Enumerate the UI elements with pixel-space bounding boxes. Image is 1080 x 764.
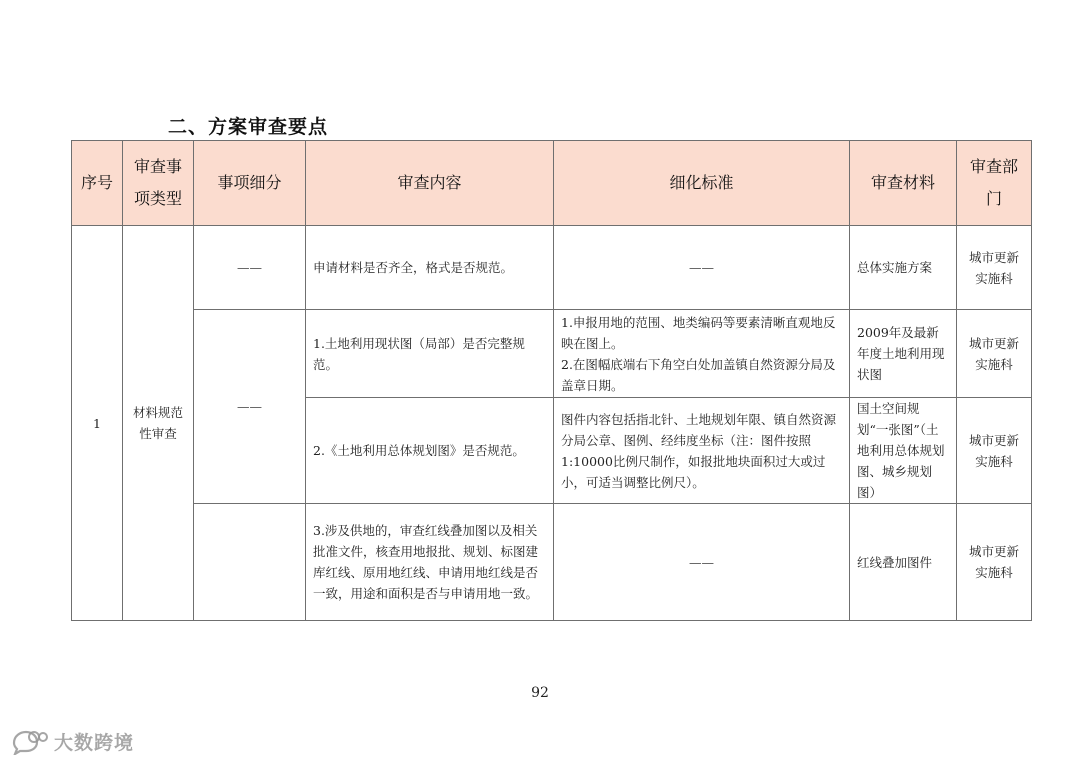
cell-content: 2.《土地利用总体规划图》是否规范。 (306, 398, 554, 504)
cell-subdivision (194, 504, 306, 621)
table-row (72, 504, 1032, 621)
table-row (72, 310, 1032, 398)
cell-materials: 国土空间规划“一张图”（土地利用总体规划图、城乡规划图） (850, 398, 957, 504)
chat-bubble-logo-icon (10, 729, 48, 755)
cell-content: 3.涉及供地的，审查红线叠加图以及相关批准文件，核查用地报批、规划、标图建库红线、原用地红线、申请用地红线是否一致，用途和面积是否与申请用地一致。 (306, 504, 554, 621)
cell-department: 城市更新实施科 (957, 504, 1032, 621)
page-number: 92 (531, 685, 549, 701)
header-content: 审查内容 (306, 141, 554, 226)
header-department: 审查部门 (957, 141, 1032, 226)
cell-content: 1.土地利用现状图（局部）是否完整规范。 (306, 310, 554, 398)
cell-type: 材料规范性审查 (123, 226, 194, 621)
cell-department: 城市更新实施科 (957, 226, 1032, 310)
watermark (10, 728, 134, 755)
cell-materials: 红线叠加图件 (850, 504, 957, 621)
cell-standard: 图件内容包括指北针、土地规划年限、镇自然资源分局公章、图例、经纬度坐标（注：图件按照1:10000比例尺制作，如报批地块面积过大或过小，可适当调整比例尺）。 (554, 398, 850, 504)
cell-materials: 总体实施方案 (850, 226, 957, 310)
cell-department: 城市更新实施科 (957, 310, 1032, 398)
cell-standard: —— (554, 504, 850, 621)
cell-content: 申请材料是否齐全，格式是否规范。 (306, 226, 554, 310)
standard-item: 1.申报用地的范围、地类编码等要素清晰直观地反映在图上。 (561, 314, 836, 351)
cell-subdivision: —— (194, 310, 306, 504)
watermark-text: 大数跨境 (54, 732, 135, 754)
cell-department: 城市更新实施科 (957, 398, 1032, 504)
header-standard: 细化标准 (554, 141, 850, 226)
standard-item: 2.在图幅底端右下角空白处加盖镇自然资源分局及盖章日期。 (561, 356, 836, 393)
header-type: 审查事项类型 (123, 141, 194, 226)
cell-materials: 2009年及最新年度土地利用现状图 (850, 310, 957, 398)
section-title: 二、方案审查要点 (168, 116, 329, 138)
table-header-row (72, 141, 1032, 226)
header-subdivision: 事项细分 (194, 141, 306, 226)
cell-standard (554, 310, 850, 398)
header-seq: 序号 (72, 141, 123, 226)
header-materials: 审查材料 (850, 141, 957, 226)
cell-standard: —— (554, 226, 850, 310)
cell-subdivision: —— (194, 226, 306, 310)
cell-seq: 1 (72, 226, 123, 621)
review-points-table (71, 140, 1032, 621)
table-row (72, 226, 1032, 310)
